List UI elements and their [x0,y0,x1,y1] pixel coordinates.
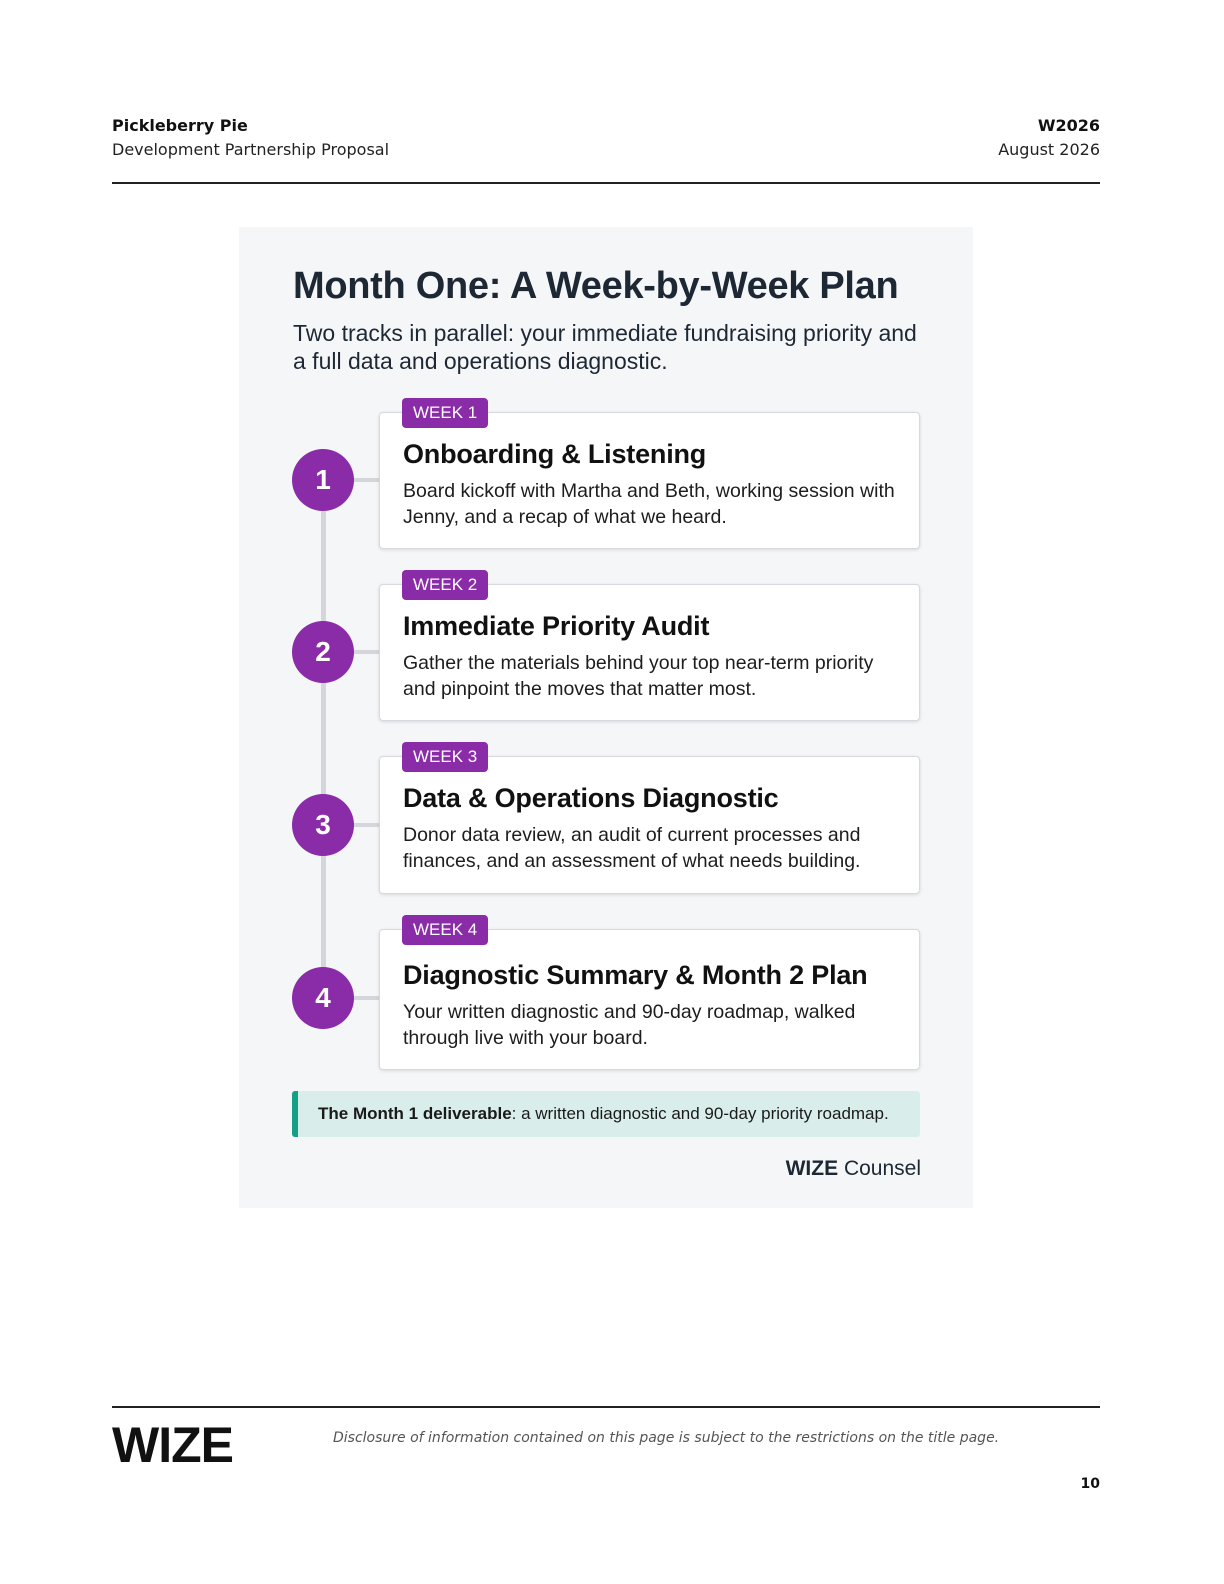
week-card-description: Board kickoff with Martha and Beth, working session with Jenny, and a recap of what we heard. [403,480,895,528]
week-card-description: Your written diagnostic and 90-day roadmap, walked through live with your board. [403,1001,856,1049]
week-card-title: Immediate Priority Audit [403,611,710,641]
week-card [379,584,920,721]
week-card-description: Donor data review, an audit of current processes and finances, and an assessment of what needs building. [403,824,861,872]
step-number-circle: 4 [292,967,354,1029]
disclosure-notice: Disclosure of information contained on this page is subject to the restrictions on the title page. [333,1430,1000,1446]
document-date: August 2026 [998,140,1100,159]
step-number-circle: 3 [292,794,354,856]
month-one-infographic [239,227,973,1208]
header-left [112,114,389,162]
header-right [998,114,1100,162]
page-header [112,114,1100,184]
week-card-title: Diagnostic Summary & Month 2 Plan [403,960,868,990]
week-card [379,929,920,1070]
timeline-line [321,480,326,999]
week-badge: WEEK 4 [402,915,488,945]
page-footer [112,1406,1100,1526]
brand-bold: WIZE [785,1157,839,1180]
document-code: W2026 [1037,116,1100,135]
week-card [379,412,920,549]
step-number-circle: 2 [292,621,354,683]
brand-regular: Counsel [838,1157,921,1180]
wize-counsel-brand [786,1157,921,1181]
week-badge: WEEK 2 [402,570,488,600]
infographic-subtitle: Two tracks in parallel: your immediate fundraising priority and a full data and operations diagnostic. [293,320,917,374]
week-card-description: Gather the materials behind your top near-term priority and pinpoint the moves that matter most. [403,652,874,700]
document-title: Development Partnership Proposal [112,140,390,159]
week-card-title: Onboarding & Listening [403,439,707,469]
deliverable-label: The Month 1 deliverable [318,1104,512,1123]
week-badge: WEEK 3 [402,742,488,772]
deliverable-text: : a written diagnostic and 90-day priority roadmap. [511,1104,889,1123]
client-name: Pickleberry Pie [112,116,248,135]
infographic-title: Month One: A Week-by-Week Plan [293,265,899,307]
page-number: 10 [1080,1476,1100,1492]
step-number-circle: 1 [292,449,354,511]
deliverable-callout [292,1091,920,1137]
wize-logo: WIZE [112,1417,233,1473]
week-card [379,756,920,894]
week-card-title: Data & Operations Diagnostic [403,783,779,813]
week-badge: WEEK 1 [402,398,488,428]
